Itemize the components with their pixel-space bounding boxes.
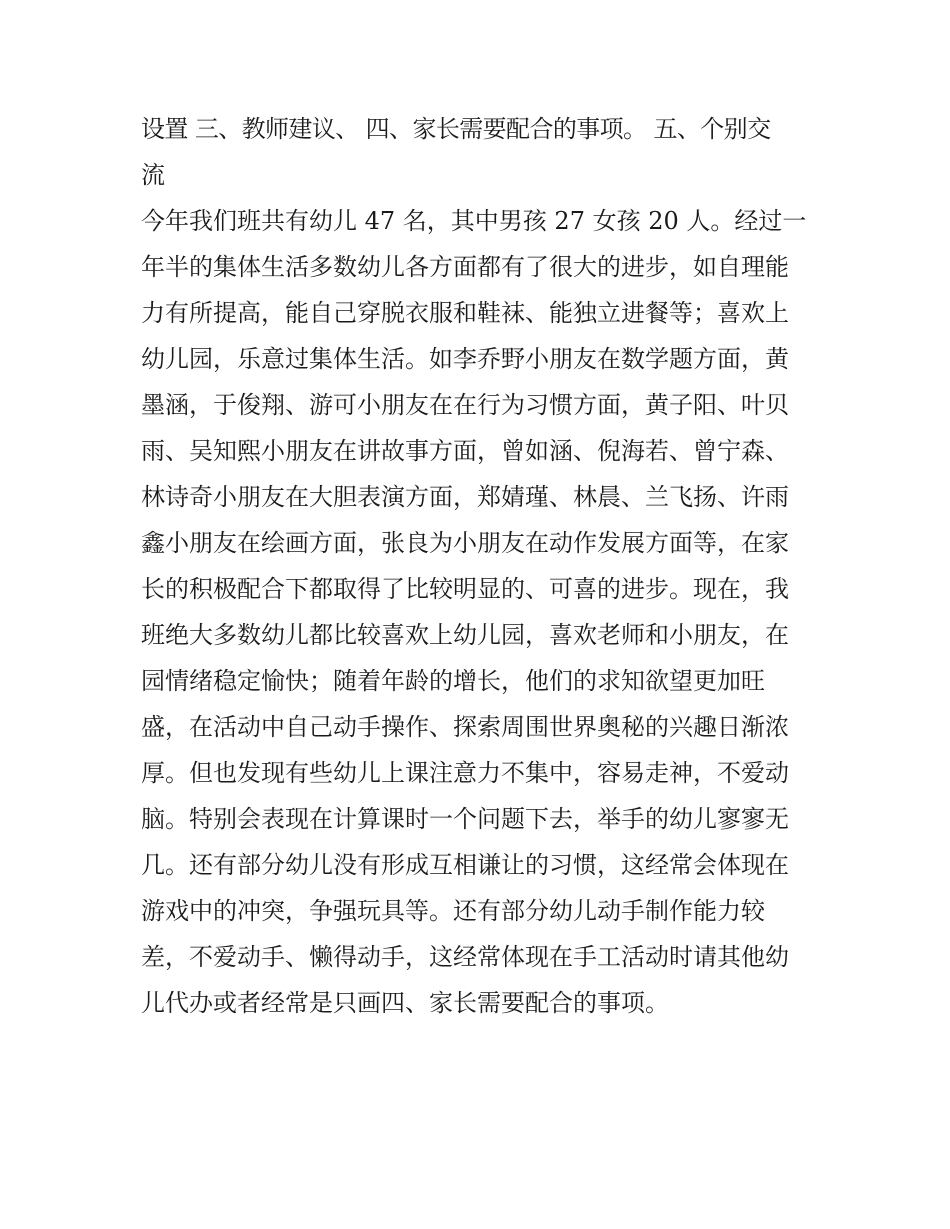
text-line: 流	[141, 161, 165, 189]
text-line: 林诗奇小朋友在大胆表演方面，郑婧瑾、林晨、兰飞扬、许雨	[141, 483, 789, 511]
text-line: 游戏中的冲突，争强玩具等。还有部分幼儿动手制作能力较	[141, 897, 765, 925]
text-line: 力有所提高，能自己穿脱衣服和鞋袜、能独立进餐等；喜欢上	[141, 299, 789, 327]
text-line: 班绝大多数幼儿都比较喜欢上幼儿园，喜欢老师和小朋友，在	[141, 621, 789, 649]
text-line: 脑。特别会表现在计算课时一个问题下去，举手的幼儿寥寥无	[141, 805, 789, 833]
text-line: 儿代办或者经常是只画四、家长需要配合的事项。	[141, 989, 669, 1017]
text-line: 墨涵，于俊翔、游可小朋友在在行为习惯方面，黄子阳、叶贝	[141, 391, 789, 419]
document-body	[141, 106, 813, 1026]
text-line: 年半的集体生活多数幼儿各方面都有了很大的进步，如自理能	[141, 253, 789, 281]
text-line: 盛，在活动中自己动手操作、探索周围世界奥秘的兴趣日渐浓	[141, 713, 789, 741]
text-line: 今年我们班共有幼儿 47 名，其中男孩 27 女孩 20 人。经过一	[141, 207, 807, 235]
text-line: 鑫小朋友在绘画方面，张良为小朋友在动作发展方面等，在家	[141, 529, 789, 557]
text-line: 设置 三、教师建议、 四、家长需要配合的事项。 五、个别交	[141, 115, 771, 143]
text-line: 长的积极配合下都取得了比较明显的、可喜的进步。现在，我	[141, 575, 789, 603]
text-line: 几。还有部分幼儿没有形成互相谦让的习惯，这经常会体现在	[141, 851, 789, 879]
text-line: 厚。但也发现有些幼儿上课注意力不集中，容易走神，不爱动	[141, 759, 789, 787]
text-line: 差，不爱动手、懒得动手，这经常体现在手工活动时请其他幼	[141, 943, 789, 971]
text-line: 雨、吴知熙小朋友在讲故事方面，曾如涵、倪海若、曾宁森、	[141, 437, 789, 465]
text-line: 幼儿园，乐意过集体生活。如李乔野小朋友在数学题方面，黄	[141, 345, 789, 373]
text-line: 园情绪稳定愉快；随着年龄的增长，他们的求知欲望更加旺	[141, 667, 765, 695]
